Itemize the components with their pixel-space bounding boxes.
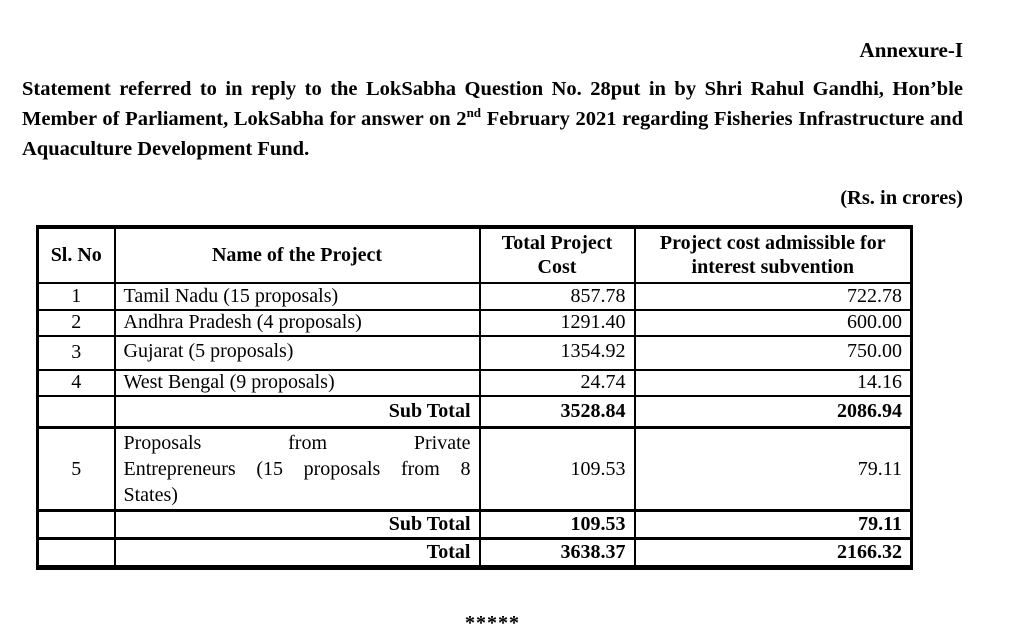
empty-cell [38,539,115,568]
empty-cell [38,511,115,539]
total-total-cost: 3638.37 [480,539,635,568]
row-sl-no: 5 [38,428,115,511]
subtotal-label: Sub Total [115,511,480,539]
row-project-name: Andhra Pradesh (4 proposals) [115,310,480,336]
subtotal-admissible-cost: 2086.94 [635,396,912,428]
header-project-name: Name of the Project [115,227,480,283]
ordinal-superscript: nd [466,105,482,121]
row-sl-no: 3 [38,336,115,370]
annexure-label: Annexure-I [859,38,963,62]
row-project-name [115,428,480,511]
subtotal-admissible-cost: 79.11 [635,511,912,539]
empty-cell [38,396,115,428]
units-note: (Rs. in crores) [840,186,963,209]
total-admissible-cost: 2166.32 [635,539,912,568]
table-row [38,428,912,511]
row-admissible-cost: 600.00 [635,310,912,336]
subtotal-label: Sub Total [115,396,480,428]
data-table [36,225,913,571]
row-total-cost: 24.74 [480,370,635,396]
table-row [38,310,912,336]
row-project-name-line: Entrepreneurs (15 proposals from 8 [123,458,471,480]
row-sl-no: 1 [38,283,115,310]
table-row [38,283,912,310]
row-admissible-cost: 14.16 [635,370,912,396]
subtotal-total-cost: 3528.84 [480,396,635,428]
row-admissible-cost: 750.00 [635,336,912,370]
subtotal-row [38,396,912,428]
subtotal-row [38,511,912,539]
end-marks: ***** [465,612,520,634]
row-project-name: West Bengal (9 proposals) [115,370,480,396]
total-row [38,539,912,568]
row-total-cost: 1354.92 [480,336,635,370]
row-project-name: Gujarat (5 proposals) [115,336,480,370]
header-sl-no: Sl. No [38,227,115,283]
row-sl-no: 4 [38,370,115,396]
row-total-cost: 1291.40 [480,310,635,336]
row-total-cost: 857.78 [480,283,635,310]
row-sl-no: 2 [38,310,115,336]
statement-text-after: February 2021 regarding Fisheries Infrastructure and Aquaculture Development Fund. [22,108,963,160]
row-project-name-line: Proposals from Private [123,432,471,454]
row-admissible-cost: 722.78 [635,283,912,310]
row-project-name-line: States) [123,484,178,506]
row-total-cost: 109.53 [480,428,635,511]
row-project-name: Tamil Nadu (15 proposals) [115,283,480,310]
table-row [38,336,912,370]
statement-paragraph [22,74,963,164]
row-admissible-cost: 79.11 [635,428,912,511]
statement-text-before: Statement referred to in reply to the LokSabha Question No. 28put in by Shri Rahul Gandhi, Hon’ble Member of Parliament, LokSabha for answer on 2 [22,78,963,130]
total-label: Total [115,539,480,568]
header-admissible-cost: Project cost admissible for interest subvention [635,227,912,283]
table-header-row [38,227,912,283]
header-total-cost: Total Project Cost [480,227,635,283]
table-row [38,370,912,396]
subtotal-total-cost: 109.53 [480,511,635,539]
